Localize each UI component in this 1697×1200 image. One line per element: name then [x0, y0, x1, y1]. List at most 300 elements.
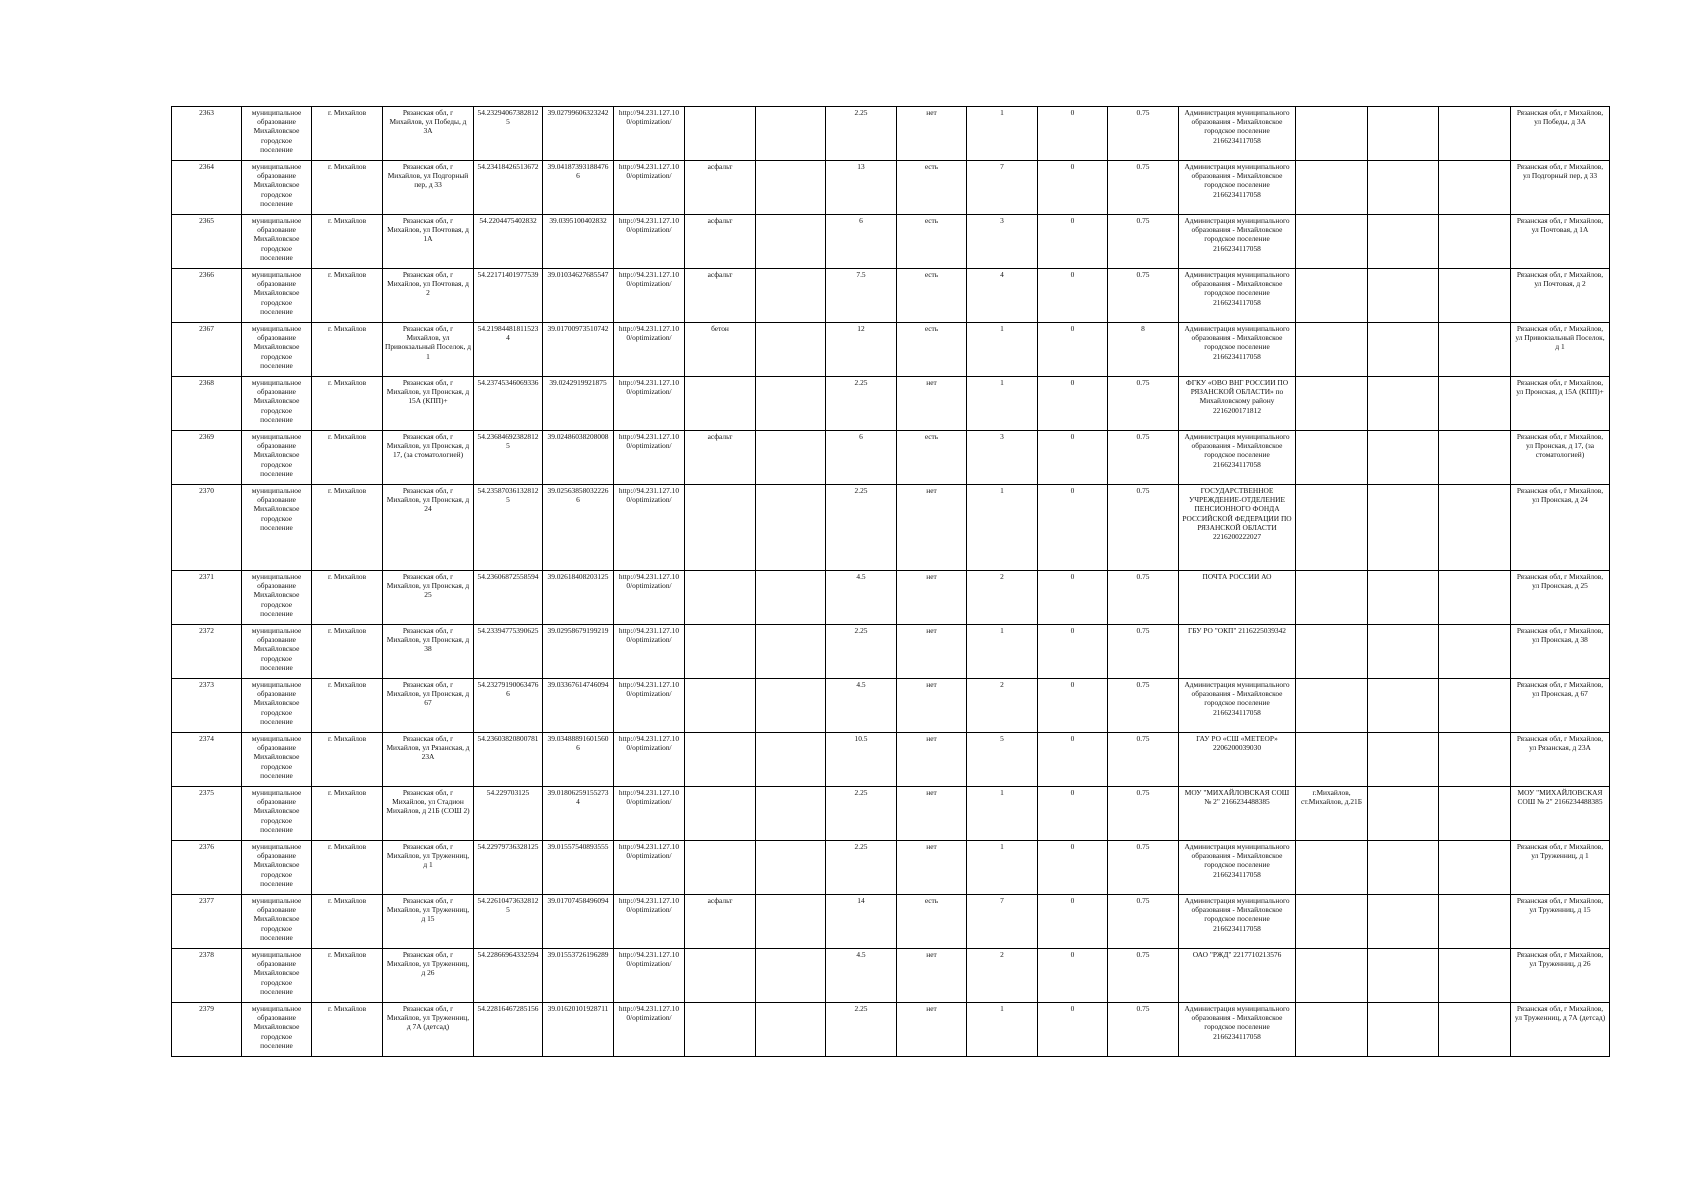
- cell-fence: нет: [897, 1003, 967, 1057]
- cell-empty: [756, 161, 826, 215]
- table-body: [172, 107, 1610, 1057]
- cell-owner: муниципальное образование Михайловское городское поселение: [242, 377, 312, 431]
- cell-containers: 2: [967, 949, 1038, 1003]
- cell-operator: Администрация муниципального образования - Михайловское городское поселение 2166234117058: [1179, 431, 1296, 485]
- cell-surface: [685, 1003, 756, 1057]
- cell-longitude: 39.01707458496094: [543, 895, 614, 949]
- cell-empty: [756, 323, 826, 377]
- cell-blank: [1368, 679, 1439, 733]
- cell-blank: [1368, 269, 1439, 323]
- cell-extra: [1296, 161, 1368, 215]
- cell-surface: [685, 679, 756, 733]
- cell-latitude: 54.23603820800781: [474, 733, 543, 787]
- cell-owner: муниципальное образование Михайловское городское поселение: [242, 787, 312, 841]
- cell-owner: муниципальное образование Михайловское городское поселение: [242, 161, 312, 215]
- cell-number: 2366: [172, 269, 242, 323]
- cell-number: 2369: [172, 431, 242, 485]
- cell-bunkers: 0: [1038, 571, 1108, 625]
- cell-number: 2375: [172, 787, 242, 841]
- cell-area: 2.25: [826, 1003, 897, 1057]
- cell-volume: 0.75: [1108, 571, 1179, 625]
- cell-url: http://94.231.127.10 0/optimization/: [614, 895, 685, 949]
- cell-empty: [756, 787, 826, 841]
- cell-source: Рязанская обл, г Михайлов, ул Привокзальный Поселок, д 1: [1511, 323, 1610, 377]
- cell-blank: [1368, 485, 1439, 571]
- cell-address: Рязанская обл, г Михайлов, ул Пронская, д 25: [383, 571, 474, 625]
- cell-source: Рязанская обл, г Михайлов, ул Почтовая, д 2: [1511, 269, 1610, 323]
- cell-longitude: 39.0242919921875: [543, 377, 614, 431]
- cell-longitude: 39.02486038208008: [543, 431, 614, 485]
- cell-empty: [756, 215, 826, 269]
- cell-source: Рязанская обл, г Михайлов, ул Пронская, д 15А (КПП)+: [1511, 377, 1610, 431]
- cell-latitude: 54.23418426513672: [474, 161, 543, 215]
- cell-owner: муниципальное образование Михайловское городское поселение: [242, 269, 312, 323]
- cell-surface: асфальт: [685, 895, 756, 949]
- cell-owner: муниципальное образование Михайловское городское поселение: [242, 679, 312, 733]
- cell-area: 4.5: [826, 679, 897, 733]
- cell-containers: 1: [967, 625, 1038, 679]
- cell-surface: асфальт: [685, 431, 756, 485]
- cell-volume: 0.75: [1108, 485, 1179, 571]
- cell-extra: [1296, 377, 1368, 431]
- cell-owner: муниципальное образование Михайловское городское поселение: [242, 733, 312, 787]
- cell-area: 14: [826, 895, 897, 949]
- cell-surface: [685, 949, 756, 1003]
- cell-address: Рязанская обл, г Михайлов, ул Пронская, д 17, (за стоматологией): [383, 431, 474, 485]
- cell-blank: [1368, 733, 1439, 787]
- cell-fence: есть: [897, 215, 967, 269]
- cell-number: 2367: [172, 323, 242, 377]
- cell-empty: [1439, 733, 1511, 787]
- cell-owner: муниципальное образование Михайловское городское поселение: [242, 949, 312, 1003]
- cell-url: http://94.231.127.10 0/optimization/: [614, 269, 685, 323]
- cell-source: Рязанская обл, г Михайлов, ул Почтовая, д 1А: [1511, 215, 1610, 269]
- cell-empty: [1439, 787, 1511, 841]
- cell-surface: асфальт: [685, 215, 756, 269]
- cell-operator: ФГКУ «ОВО ВНГ РОССИИ ПО РЯЗАНСКОЙ ОБЛАСТИ» по Михайловскому району 2216200171812: [1179, 377, 1296, 431]
- cell-bunkers: 0: [1038, 841, 1108, 895]
- cell-empty: [1439, 485, 1511, 571]
- cell-fence: есть: [897, 895, 967, 949]
- cell-empty: [1439, 895, 1511, 949]
- cell-volume: 0.75: [1108, 787, 1179, 841]
- cell-number: 2364: [172, 161, 242, 215]
- cell-number: 2376: [172, 841, 242, 895]
- cell-address: Рязанская обл, г Михайлов, ул Труженниц, д 15: [383, 895, 474, 949]
- table-row: [172, 107, 1610, 161]
- cell-longitude: 39.01700973510742: [543, 323, 614, 377]
- cell-empty: [1439, 107, 1511, 161]
- cell-longitude: 39.01620101928711: [543, 1003, 614, 1057]
- cell-url: http://94.231.127.10 0/optimization/: [614, 733, 685, 787]
- cell-fence: нет: [897, 949, 967, 1003]
- cell-extra: [1296, 571, 1368, 625]
- cell-latitude: 54.23684692382812 5: [474, 431, 543, 485]
- cell-url: http://94.231.127.10 0/optimization/: [614, 787, 685, 841]
- cell-city: г. Михайлов: [312, 733, 383, 787]
- cell-fence: нет: [897, 679, 967, 733]
- cell-city: г. Михайлов: [312, 161, 383, 215]
- cell-surface: [685, 733, 756, 787]
- table-row: [172, 841, 1610, 895]
- cell-blank: [1368, 107, 1439, 161]
- cell-empty: [1439, 269, 1511, 323]
- cell-latitude: 54.22866964332594: [474, 949, 543, 1003]
- cell-latitude: 54.23279190063476 6: [474, 679, 543, 733]
- cell-containers: 2: [967, 571, 1038, 625]
- cell-area: 2.25: [826, 787, 897, 841]
- cell-number: 2370: [172, 485, 242, 571]
- cell-city: г. Михайлов: [312, 787, 383, 841]
- cell-source: Рязанская обл, г Михайлов, ул Пронская, д 38: [1511, 625, 1610, 679]
- cell-blank: [1368, 215, 1439, 269]
- cell-empty: [1439, 1003, 1511, 1057]
- cell-bunkers: 0: [1038, 215, 1108, 269]
- cell-empty: [756, 949, 826, 1003]
- cell-operator: ОАО "РЖД" 2217710213576: [1179, 949, 1296, 1003]
- cell-area: 12: [826, 323, 897, 377]
- cell-url: http://94.231.127.10 0/optimization/: [614, 571, 685, 625]
- cell-area: 7.5: [826, 269, 897, 323]
- cell-empty: [1439, 323, 1511, 377]
- cell-latitude: 54.23294067382812 5: [474, 107, 543, 161]
- cell-empty: [1439, 377, 1511, 431]
- cell-address: Рязанская обл, г Михайлов, ул Труженниц, д 7А (детсад): [383, 1003, 474, 1057]
- cell-empty: [756, 625, 826, 679]
- cell-surface: бетон: [685, 323, 756, 377]
- cell-source: Рязанская обл, г Михайлов, ул Труженниц, д 26: [1511, 949, 1610, 1003]
- cell-address: Рязанская обл, г Михайлов, ул Привокзальный Поселок, д 1: [383, 323, 474, 377]
- cell-city: г. Михайлов: [312, 269, 383, 323]
- cell-latitude: 54.23606872558594: [474, 571, 543, 625]
- cell-latitude: 54.21984481811523 4: [474, 323, 543, 377]
- cell-bunkers: 0: [1038, 949, 1108, 1003]
- cell-fence: нет: [897, 625, 967, 679]
- cell-number: 2371: [172, 571, 242, 625]
- table-row: [172, 431, 1610, 485]
- cell-source: МОУ "МИХАЙЛОВСКАЯ СОШ № 2" 2166234488385: [1511, 787, 1610, 841]
- cell-owner: муниципальное образование Михайловское городское поселение: [242, 107, 312, 161]
- table-row: [172, 269, 1610, 323]
- cell-operator: ПОЧТА РОССИИ АО: [1179, 571, 1296, 625]
- cell-surface: [685, 787, 756, 841]
- cell-address: Рязанская обл, г Михайлов, ул Труженниц, д 26: [383, 949, 474, 1003]
- cell-number: 2377: [172, 895, 242, 949]
- cell-city: г. Михайлов: [312, 215, 383, 269]
- cell-containers: 1: [967, 107, 1038, 161]
- cell-source: Рязанская обл, г Михайлов, ул Пронская, д 17, (за стоматологией): [1511, 431, 1610, 485]
- cell-volume: 0.75: [1108, 895, 1179, 949]
- cell-empty: [1439, 215, 1511, 269]
- cell-owner: муниципальное образование Михайловское городское поселение: [242, 215, 312, 269]
- cell-source: Рязанская обл, г Михайлов, ул Труженниц, д 7А (детсад): [1511, 1003, 1610, 1057]
- table-row: [172, 161, 1610, 215]
- cell-empty: [1439, 431, 1511, 485]
- cell-url: http://94.231.127.10 0/optimization/: [614, 949, 685, 1003]
- cell-area: 6: [826, 215, 897, 269]
- cell-source: Рязанская обл, г Михайлов, ул Труженниц, д 1: [1511, 841, 1610, 895]
- cell-fence: нет: [897, 485, 967, 571]
- cell-extra: [1296, 949, 1368, 1003]
- cell-area: 2.25: [826, 625, 897, 679]
- cell-extra: [1296, 1003, 1368, 1057]
- cell-empty: [1439, 841, 1511, 895]
- cell-address: Рязанская обл, г Михайлов, ул Пронская, д 38: [383, 625, 474, 679]
- cell-volume: 0.75: [1108, 679, 1179, 733]
- cell-longitude: 39.03488891601560 6: [543, 733, 614, 787]
- cell-number: 2372: [172, 625, 242, 679]
- cell-address: Рязанская обл, г Михайлов, ул Пронская, д 24: [383, 485, 474, 571]
- cell-owner: муниципальное образование Михайловское городское поселение: [242, 1003, 312, 1057]
- cell-bunkers: 0: [1038, 161, 1108, 215]
- cell-blank: [1368, 377, 1439, 431]
- cell-city: г. Михайлов: [312, 431, 383, 485]
- cell-source: Рязанская обл, г Михайлов, ул Труженниц, д 15: [1511, 895, 1610, 949]
- cell-volume: 0.75: [1108, 161, 1179, 215]
- cell-latitude: 54.2204475402832: [474, 215, 543, 269]
- table-row: [172, 949, 1610, 1003]
- cell-blank: [1368, 895, 1439, 949]
- cell-address: Рязанская обл, г Михайлов, ул Подгорный пер, д 33: [383, 161, 474, 215]
- cell-source: Рязанская обл, г Михайлов, ул Пронская, д 25: [1511, 571, 1610, 625]
- cell-number: 2379: [172, 1003, 242, 1057]
- cell-extra: [1296, 107, 1368, 161]
- cell-latitude: 54.229703125: [474, 787, 543, 841]
- cell-containers: 5: [967, 733, 1038, 787]
- registry-table-container: [171, 106, 1606, 1057]
- cell-longitude: 39.02563858032226 6: [543, 485, 614, 571]
- cell-number: 2368: [172, 377, 242, 431]
- cell-fence: нет: [897, 571, 967, 625]
- cell-longitude: 39.01034627685547: [543, 269, 614, 323]
- cell-number: 2374: [172, 733, 242, 787]
- cell-volume: 0.75: [1108, 431, 1179, 485]
- cell-containers: 1: [967, 1003, 1038, 1057]
- cell-blank: [1368, 841, 1439, 895]
- cell-operator: Администрация муниципального образования - Михайловское городское поселение 2166234117058: [1179, 1003, 1296, 1057]
- cell-volume: 0.75: [1108, 1003, 1179, 1057]
- cell-url: http://94.231.127.10 0/optimization/: [614, 1003, 685, 1057]
- cell-operator: Администрация муниципального образования - Михайловское городское поселение 2166234117058: [1179, 895, 1296, 949]
- cell-longitude: 39.03367614746094: [543, 679, 614, 733]
- cell-city: г. Михайлов: [312, 625, 383, 679]
- cell-blank: [1368, 1003, 1439, 1057]
- cell-extra: г.Михайлов, ст.Михайлов, д.21Б: [1296, 787, 1368, 841]
- cell-longitude: 39.02618408203125: [543, 571, 614, 625]
- cell-extra: [1296, 485, 1368, 571]
- cell-extra: [1296, 733, 1368, 787]
- table-row: [172, 485, 1610, 571]
- cell-url: http://94.231.127.10 0/optimization/: [614, 215, 685, 269]
- cell-containers: 4: [967, 269, 1038, 323]
- cell-latitude: 54.22979736328125: [474, 841, 543, 895]
- cell-source: Рязанская обл, г Михайлов, ул Пронская, д 24: [1511, 485, 1610, 571]
- cell-empty: [1439, 571, 1511, 625]
- cell-bunkers: 0: [1038, 485, 1108, 571]
- cell-owner: муниципальное образование Михайловское городское поселение: [242, 841, 312, 895]
- cell-operator: Администрация муниципального образования - Михайловское городское поселение 2166234117058: [1179, 841, 1296, 895]
- cell-operator: Администрация муниципального образования - Михайловское городское поселение 2166234117058: [1179, 215, 1296, 269]
- cell-empty: [756, 107, 826, 161]
- cell-city: г. Михайлов: [312, 571, 383, 625]
- cell-blank: [1368, 571, 1439, 625]
- cell-source: Рязанская обл, г Михайлов, ул Пронская, д 67: [1511, 679, 1610, 733]
- cell-operator: ГАУ РО «СШ «МЕТЕОР» 2206200039030: [1179, 733, 1296, 787]
- cell-area: 10.5: [826, 733, 897, 787]
- cell-url: http://94.231.127.10 0/optimization/: [614, 431, 685, 485]
- cell-address: Рязанская обл, г Михайлов, ул Труженниц, д 1: [383, 841, 474, 895]
- cell-longitude: 39.02799606323242: [543, 107, 614, 161]
- cell-city: г. Михайлов: [312, 1003, 383, 1057]
- cell-containers: 3: [967, 431, 1038, 485]
- cell-extra: [1296, 323, 1368, 377]
- cell-longitude: 39.01557540893555: [543, 841, 614, 895]
- cell-latitude: 54.23587036132812 5: [474, 485, 543, 571]
- cell-surface: асфальт: [685, 269, 756, 323]
- cell-operator: Администрация муниципального образования - Михайловское городское поселение 2166234117058: [1179, 161, 1296, 215]
- cell-address: Рязанская обл, г Михайлов, ул Пронская, д 67: [383, 679, 474, 733]
- cell-area: 2.25: [826, 841, 897, 895]
- cell-url: http://94.231.127.10 0/optimization/: [614, 161, 685, 215]
- cell-empty: [1439, 625, 1511, 679]
- cell-volume: 0.75: [1108, 215, 1179, 269]
- cell-empty: [756, 733, 826, 787]
- cell-containers: 1: [967, 787, 1038, 841]
- cell-volume: 8: [1108, 323, 1179, 377]
- cell-operator: Администрация муниципального образования - Михайловское городское поселение 2166234117058: [1179, 323, 1296, 377]
- cell-operator: МОУ "МИХАЙЛОВСКАЯ СОШ № 2" 2166234488385: [1179, 787, 1296, 841]
- cell-bunkers: 0: [1038, 323, 1108, 377]
- cell-extra: [1296, 895, 1368, 949]
- cell-owner: муниципальное образование Михайловское городское поселение: [242, 625, 312, 679]
- cell-bunkers: 0: [1038, 431, 1108, 485]
- cell-fence: нет: [897, 841, 967, 895]
- cell-bunkers: 0: [1038, 377, 1108, 431]
- cell-surface: асфальт: [685, 161, 756, 215]
- cell-empty: [1439, 161, 1511, 215]
- cell-fence: нет: [897, 787, 967, 841]
- cell-city: г. Михайлов: [312, 841, 383, 895]
- cell-fence: нет: [897, 107, 967, 161]
- cell-owner: муниципальное образование Михайловское городское поселение: [242, 485, 312, 571]
- cell-longitude: 39.01553726196289: [543, 949, 614, 1003]
- cell-containers: 3: [967, 215, 1038, 269]
- cell-fence: есть: [897, 323, 967, 377]
- cell-area: 4.5: [826, 949, 897, 1003]
- cell-volume: 0.75: [1108, 269, 1179, 323]
- cell-bunkers: 0: [1038, 107, 1108, 161]
- cell-surface: [685, 107, 756, 161]
- cell-city: г. Михайлов: [312, 323, 383, 377]
- table-row: [172, 323, 1610, 377]
- cell-url: http://94.231.127.10 0/optimization/: [614, 377, 685, 431]
- cell-containers: 7: [967, 161, 1038, 215]
- table-row: [172, 787, 1610, 841]
- cell-owner: муниципальное образование Михайловское городское поселение: [242, 895, 312, 949]
- cell-blank: [1368, 625, 1439, 679]
- cell-longitude: 39.0395100402832: [543, 215, 614, 269]
- table-row: [172, 215, 1610, 269]
- cell-extra: [1296, 269, 1368, 323]
- cell-source: Рязанская обл, г Михайлов, ул Победы, д 3А: [1511, 107, 1610, 161]
- cell-volume: 0.75: [1108, 841, 1179, 895]
- cell-containers: 1: [967, 485, 1038, 571]
- cell-empty: [756, 431, 826, 485]
- cell-owner: муниципальное образование Михайловское городское поселение: [242, 431, 312, 485]
- table-row: [172, 571, 1610, 625]
- table-row: [172, 377, 1610, 431]
- cell-city: г. Михайлов: [312, 485, 383, 571]
- table-row: [172, 1003, 1610, 1057]
- cell-city: г. Михайлов: [312, 107, 383, 161]
- table-row: [172, 733, 1610, 787]
- cell-longitude: 39.02958679199219: [543, 625, 614, 679]
- cell-address: Рязанская обл, г Михайлов, ул Пронская, д 15А (КПП)+: [383, 377, 474, 431]
- cell-empty: [756, 841, 826, 895]
- cell-url: http://94.231.127.10 0/optimization/: [614, 485, 685, 571]
- cell-operator: ГОСУДАРСТВЕННОЕ УЧРЕЖДЕНИЕ-ОТДЕЛЕНИЕ ПЕНСИОННОГО ФОНДА РОССИЙСКОЙ ФЕДЕРАЦИИ ПО РЯЗАНСКОЙ ОБЛАСТИ 2216200222027: [1179, 485, 1296, 571]
- cell-fence: есть: [897, 431, 967, 485]
- cell-number: 2363: [172, 107, 242, 161]
- cell-containers: 7: [967, 895, 1038, 949]
- cell-surface: [685, 377, 756, 431]
- table-row: [172, 895, 1610, 949]
- cell-longitude: 39.01806259155273 4: [543, 787, 614, 841]
- cell-operator: Администрация муниципального образования - Михайловское городское поселение 2166234117058: [1179, 679, 1296, 733]
- cell-area: 2.25: [826, 107, 897, 161]
- cell-empty: [756, 679, 826, 733]
- cell-surface: [685, 571, 756, 625]
- cell-operator: Администрация муниципального образования - Михайловское городское поселение 2166234117058: [1179, 269, 1296, 323]
- cell-extra: [1296, 431, 1368, 485]
- cell-latitude: 54.22610473632812 5: [474, 895, 543, 949]
- cell-bunkers: 0: [1038, 895, 1108, 949]
- cell-number: 2365: [172, 215, 242, 269]
- cell-address: Рязанская обл, г Михайлов, ул Стадион Михайлов, д 21Б (СОШ 2): [383, 787, 474, 841]
- cell-bunkers: 0: [1038, 733, 1108, 787]
- cell-containers: 1: [967, 841, 1038, 895]
- cell-longitude: 39.04187393188476 6: [543, 161, 614, 215]
- cell-url: http://94.231.127.10 0/optimization/: [614, 679, 685, 733]
- cell-area: 2.25: [826, 485, 897, 571]
- cell-surface: [685, 841, 756, 895]
- cell-empty: [1439, 949, 1511, 1003]
- cell-source: Рязанская обл, г Михайлов, ул Рязанская, д 23А: [1511, 733, 1610, 787]
- cell-extra: [1296, 679, 1368, 733]
- cell-city: г. Михайлов: [312, 679, 383, 733]
- cell-owner: муниципальное образование Михайловское городское поселение: [242, 571, 312, 625]
- cell-empty: [756, 895, 826, 949]
- cell-empty: [756, 269, 826, 323]
- cell-containers: 2: [967, 679, 1038, 733]
- cell-volume: 0.75: [1108, 625, 1179, 679]
- cell-latitude: 54.22171401977539: [474, 269, 543, 323]
- cell-number: 2378: [172, 949, 242, 1003]
- cell-empty: [756, 571, 826, 625]
- cell-empty: [1439, 679, 1511, 733]
- cell-blank: [1368, 949, 1439, 1003]
- cell-url: http://94.231.127.10 0/optimization/: [614, 107, 685, 161]
- cell-volume: 0.75: [1108, 733, 1179, 787]
- cell-city: г. Михайлов: [312, 949, 383, 1003]
- registry-table: [171, 106, 1610, 1057]
- cell-latitude: 54.23745346069336: [474, 377, 543, 431]
- cell-area: 13: [826, 161, 897, 215]
- cell-extra: [1296, 215, 1368, 269]
- cell-address: Рязанская обл, г Михайлов, ул Победы, д 3А: [383, 107, 474, 161]
- cell-address: Рязанская обл, г Михайлов, ул Почтовая, д 2: [383, 269, 474, 323]
- cell-empty: [756, 377, 826, 431]
